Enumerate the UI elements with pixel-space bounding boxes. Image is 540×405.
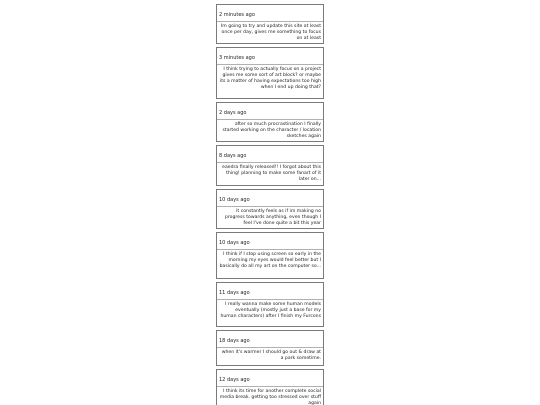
feed-post	[216, 282, 324, 327]
feed-post	[216, 102, 324, 142]
post-timestamp: 10 days ago	[219, 240, 250, 246]
post-text: I really wanna make some human models eventually (mostly just a base for my human characters) after I finish my Furcons	[220, 302, 321, 319]
post-divider	[217, 206, 323, 207]
post-divider	[217, 249, 323, 250]
post-timestamp: 2 minutes ago	[219, 12, 255, 18]
feed-post	[216, 4, 324, 44]
post-text: I think if I stop using screen so early in the morning my eyes would feel better but I basically do all my art on the computer so...	[219, 252, 321, 269]
post-timestamp: 10 days ago	[219, 197, 250, 203]
post-timestamp: 18 days ago	[219, 338, 250, 344]
post-timestamp: 3 minutes ago	[219, 55, 255, 61]
post-timestamp: 8 days ago	[219, 153, 247, 159]
post-text: it constantly feels as if im making no progress towards anything, even though I feel I've done quite a bit this year	[224, 209, 321, 226]
feed-post	[216, 369, 324, 405]
post-text: eaedra finally released!! I forgot about this thing! planning to make some fanart of it later on...	[222, 165, 321, 182]
post-text: after so much procrastination I finally started working on the character / location sketches again	[222, 122, 321, 139]
post-timestamp: 2 days ago	[219, 110, 247, 116]
post-text: I think its time for another complete social media break. getting too stressed over stuff again	[219, 389, 321, 405]
post-text: I think trying to actually focus on a project gives me some sort of art block? or maybe its a matter of having expectations too high when I end up doing that?	[219, 67, 321, 90]
feed-post	[216, 330, 324, 366]
feed-post	[216, 145, 324, 186]
status-feed	[216, 0, 324, 405]
post-divider	[217, 299, 323, 300]
post-divider	[217, 386, 323, 387]
feed-post	[216, 189, 324, 229]
post-divider	[217, 64, 323, 65]
feed-post	[216, 47, 324, 99]
post-text: when it's warmer I should go out & draw at a park sometime.	[221, 350, 321, 361]
post-divider	[217, 21, 323, 22]
post-timestamp: 11 days ago	[219, 290, 250, 296]
post-divider	[217, 347, 323, 348]
post-divider	[217, 119, 323, 120]
post-timestamp: 12 days ago	[219, 377, 250, 383]
post-text: Im going to try and update this site at least once per day, gives me something to focus on at least	[220, 24, 321, 41]
post-divider	[217, 162, 323, 163]
feed-post	[216, 232, 324, 279]
